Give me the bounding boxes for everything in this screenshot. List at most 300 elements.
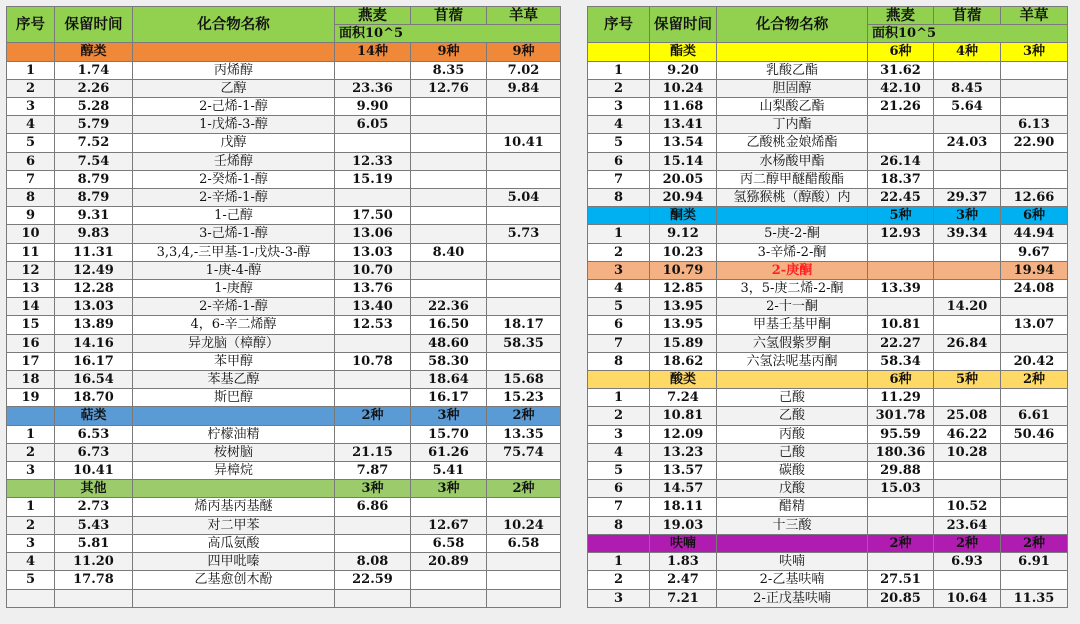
row-compound-name: 水杨酸甲酯: [717, 152, 868, 170]
row-retention-time: 12.09: [650, 425, 717, 443]
row-retention-time: 10.81: [650, 407, 717, 425]
table-row: [7, 334, 561, 352]
row-sheepgrass-area: [487, 553, 561, 571]
row-seq: 11: [7, 243, 55, 261]
row-alfalfa-area: [934, 571, 1001, 589]
row-seq: 16: [7, 334, 55, 352]
row-alfalfa-area: 16.50: [411, 316, 487, 334]
row-retention-time: 11.20: [55, 553, 133, 571]
category-count-oat: 2种: [868, 534, 934, 552]
row-alfalfa-area: 46.22: [934, 425, 1001, 443]
row-oat-area: 26.14: [868, 152, 934, 170]
row-seq: 8: [588, 189, 650, 207]
header-row: [588, 7, 1068, 25]
row-oat-area: [335, 61, 411, 79]
table-row: [588, 243, 1068, 261]
row-sheepgrass-area: [1001, 98, 1068, 116]
header-oat: 燕麦: [868, 7, 934, 25]
table-row: [588, 298, 1068, 316]
row-compound-name: 柠檬油精: [133, 425, 335, 443]
table-row: [7, 134, 561, 152]
row-alfalfa-area: [411, 571, 487, 589]
row-sheepgrass-area: 22.90: [1001, 134, 1068, 152]
row-alfalfa-area: [934, 480, 1001, 498]
row-sheepgrass-area: [487, 207, 561, 225]
row-retention-time: 12.28: [55, 280, 133, 298]
row-retention-time: 15.89: [650, 334, 717, 352]
row-compound-name: 戊酸: [717, 480, 868, 498]
category-count-alfalfa: 3种: [411, 480, 487, 498]
row-seq: 4: [7, 553, 55, 571]
row-alfalfa-area: [934, 280, 1001, 298]
category-blank: [133, 407, 335, 425]
row-retention-time: 9.12: [650, 225, 717, 243]
row-seq: 3: [588, 425, 650, 443]
row-oat-area: 12.53: [335, 316, 411, 334]
blank-cell: [133, 589, 335, 607]
category-label: 呋喃: [650, 534, 717, 552]
row-retention-time: 19.03: [650, 516, 717, 534]
category-count-sheepgrass: 3种: [1001, 43, 1068, 61]
row-alfalfa-area: 29.37: [934, 189, 1001, 207]
row-retention-time: 8.79: [55, 170, 133, 188]
row-sheepgrass-area: 24.08: [1001, 280, 1068, 298]
row-seq: 1: [7, 498, 55, 516]
row-retention-time: 13.95: [650, 298, 717, 316]
row-oat-area: 15.19: [335, 170, 411, 188]
row-oat-area: 18.37: [868, 170, 934, 188]
row-alfalfa-area: 5.64: [934, 98, 1001, 116]
category-blank: [588, 207, 650, 225]
table-row: [7, 498, 561, 516]
row-oat-area: [335, 425, 411, 443]
row-alfalfa-area: 58.30: [411, 352, 487, 370]
row-oat-area: 13.76: [335, 280, 411, 298]
row-compound-name: 壬烯醇: [133, 152, 335, 170]
row-compound-name: 苯基乙醇: [133, 371, 335, 389]
category-blank: [717, 207, 868, 225]
row-compound-name: 甲基壬基甲酮: [717, 316, 868, 334]
row-alfalfa-area: 16.17: [411, 389, 487, 407]
row-retention-time: 7.21: [650, 589, 717, 607]
row-sheepgrass-area: 5.04: [487, 189, 561, 207]
row-retention-time: 5.79: [55, 116, 133, 134]
row-compound-name: 桉树脑: [133, 443, 335, 461]
row-sheepgrass-area: [1001, 516, 1068, 534]
row-oat-area: [868, 298, 934, 316]
header-sheepgrass: 羊草: [487, 7, 561, 25]
row-alfalfa-area: [934, 116, 1001, 134]
row-alfalfa-area: 39.34: [934, 225, 1001, 243]
row-retention-time: 5.43: [55, 516, 133, 534]
row-seq: 5: [7, 134, 55, 152]
row-sheepgrass-area: [1001, 443, 1068, 461]
category-label: 其他: [55, 480, 133, 498]
row-retention-time: 18.11: [650, 498, 717, 516]
category-blank: [717, 534, 868, 552]
row-sheepgrass-area: [1001, 498, 1068, 516]
row-sheepgrass-area: 15.23: [487, 389, 561, 407]
header-retention-time: 保留时间: [55, 7, 133, 43]
row-oat-area: 42.10: [868, 79, 934, 97]
row-retention-time: 20.05: [650, 170, 717, 188]
row-seq: 4: [588, 280, 650, 298]
row-compound-name: 异樟烷: [133, 462, 335, 480]
table-row: [7, 298, 561, 316]
row-seq: 6: [588, 480, 650, 498]
row-compound-name: 2-庚酮: [717, 261, 868, 279]
row-alfalfa-area: 8.35: [411, 61, 487, 79]
row-oat-area: 22.45: [868, 189, 934, 207]
row-retention-time: 14.57: [650, 480, 717, 498]
row-oat-area: 10.70: [335, 261, 411, 279]
right-table: [587, 6, 1068, 608]
row-oat-area: [868, 498, 934, 516]
row-compound-name: 乙酸: [717, 407, 868, 425]
blank-cell: [7, 589, 55, 607]
row-retention-time: 2.26: [55, 79, 133, 97]
blank-cell: [55, 589, 133, 607]
category-count-oat: 6种: [868, 371, 934, 389]
row-compound-name: 4，6-辛二烯醇: [133, 316, 335, 334]
row-compound-name: 胆固醇: [717, 79, 868, 97]
row-compound-name: 2-十一酮: [717, 298, 868, 316]
row-retention-time: 16.54: [55, 371, 133, 389]
table-row: [7, 170, 561, 188]
row-compound-name: 乙醇: [133, 79, 335, 97]
row-alfalfa-area: 12.67: [411, 516, 487, 534]
row-retention-time: 7.24: [650, 389, 717, 407]
row-sheepgrass-area: [1001, 152, 1068, 170]
category-count-alfalfa: 3种: [934, 207, 1001, 225]
row-compound-name: 1-庚-4-醇: [133, 261, 335, 279]
row-compound-name: 丙二醇甲醚醋酸酯: [717, 170, 868, 188]
row-retention-time: 11.68: [650, 98, 717, 116]
row-compound-name: 六氢法呢基丙酮: [717, 352, 868, 370]
row-seq: 5: [588, 462, 650, 480]
table-row: [7, 280, 561, 298]
row-sheepgrass-area: [1001, 571, 1068, 589]
row-retention-time: 13.89: [55, 316, 133, 334]
row-retention-time: 7.54: [55, 152, 133, 170]
row-sheepgrass-area: [487, 170, 561, 188]
row-retention-time: 10.79: [650, 261, 717, 279]
table-row: [588, 480, 1068, 498]
table-row: [7, 116, 561, 134]
table-row: [588, 98, 1068, 116]
row-oat-area: [335, 534, 411, 552]
row-seq: 3: [7, 98, 55, 116]
row-retention-time: 13.54: [650, 134, 717, 152]
category-count-sheepgrass: 9种: [487, 43, 561, 61]
row-alfalfa-area: [934, 462, 1001, 480]
row-alfalfa-area: 10.64: [934, 589, 1001, 607]
category-blank: [717, 43, 868, 61]
row-retention-time: 5.28: [55, 98, 133, 116]
table-row: [588, 498, 1068, 516]
row-sheepgrass-area: [487, 352, 561, 370]
row-seq: 7: [588, 170, 650, 188]
row-retention-time: 6.73: [55, 443, 133, 461]
table-row: [7, 225, 561, 243]
row-compound-name: 丙酸: [717, 425, 868, 443]
table-row: [588, 79, 1068, 97]
header-sheepgrass: 羊草: [1001, 7, 1068, 25]
row-retention-time: 11.31: [55, 243, 133, 261]
row-alfalfa-area: 18.64: [411, 371, 487, 389]
table-row: [588, 352, 1068, 370]
row-retention-time: 12.85: [650, 280, 717, 298]
header-compound-name: 化合物名称: [717, 7, 868, 43]
row-sheepgrass-area: [487, 571, 561, 589]
row-alfalfa-area: 24.03: [934, 134, 1001, 152]
row-oat-area: 23.36: [335, 79, 411, 97]
row-retention-time: 9.31: [55, 207, 133, 225]
row-retention-time: 12.49: [55, 261, 133, 279]
category-blank: [588, 371, 650, 389]
row-oat-area: [868, 553, 934, 571]
blank-cell: [335, 589, 411, 607]
row-retention-time: 9.20: [650, 61, 717, 79]
row-alfalfa-area: [411, 280, 487, 298]
row-compound-name: 烯丙基丙基醚: [133, 498, 335, 516]
row-retention-time: 10.24: [650, 79, 717, 97]
row-oat-area: 9.90: [335, 98, 411, 116]
row-oat-area: [335, 334, 411, 352]
row-retention-time: 18.62: [650, 352, 717, 370]
row-retention-time: 1.83: [650, 553, 717, 571]
row-alfalfa-area: 10.28: [934, 443, 1001, 461]
row-compound-name: 苯甲醇: [133, 352, 335, 370]
row-compound-name: 5-庚-2-酮: [717, 225, 868, 243]
row-retention-time: 9.83: [55, 225, 133, 243]
table-row: [588, 334, 1068, 352]
header-seq: 序号: [7, 7, 55, 43]
row-compound-name: 3，5-庚二烯-2-酮: [717, 280, 868, 298]
row-alfalfa-area: [934, 170, 1001, 188]
table-row: [7, 389, 561, 407]
row-compound-name: 六氢假紫罗酮: [717, 334, 868, 352]
table-row: [7, 243, 561, 261]
category-blank: [133, 43, 335, 61]
row-retention-time: 5.81: [55, 534, 133, 552]
category-count-sheepgrass: 2种: [1001, 534, 1068, 552]
row-oat-area: 11.29: [868, 389, 934, 407]
table-row: [7, 61, 561, 79]
row-compound-name: 高瓜氨酸: [133, 534, 335, 552]
row-compound-name: 十三酸: [717, 516, 868, 534]
row-seq: 2: [588, 79, 650, 97]
row-seq: 7: [588, 334, 650, 352]
category-blank: [133, 480, 335, 498]
category-count-oat: 6种: [868, 43, 934, 61]
row-oat-area: [335, 516, 411, 534]
category-count-sheepgrass: 2种: [1001, 371, 1068, 389]
row-alfalfa-area: 20.89: [411, 553, 487, 571]
row-oat-area: [868, 243, 934, 261]
category-label: 萜类: [55, 407, 133, 425]
row-sheepgrass-area: [1001, 170, 1068, 188]
row-compound-name: 3-己烯-1-醇: [133, 225, 335, 243]
blank-row: [7, 589, 561, 607]
row-sheepgrass-area: [1001, 61, 1068, 79]
category-count-sheepgrass: 2种: [487, 480, 561, 498]
row-seq: 5: [588, 298, 650, 316]
category-blank: [717, 371, 868, 389]
category-count-oat: 14种: [335, 43, 411, 61]
table-row: [588, 189, 1068, 207]
row-alfalfa-area: 25.08: [934, 407, 1001, 425]
table-row: [588, 280, 1068, 298]
row-alfalfa-area: 26.84: [934, 334, 1001, 352]
row-compound-name: 对二甲苯: [133, 516, 335, 534]
row-sheepgrass-area: 15.68: [487, 371, 561, 389]
table-row: [7, 443, 561, 461]
table-row: [588, 571, 1068, 589]
row-sheepgrass-area: [1001, 79, 1068, 97]
category-blank: [7, 407, 55, 425]
row-oat-area: 10.81: [868, 316, 934, 334]
row-oat-area: 301.78: [868, 407, 934, 425]
row-oat-area: [335, 371, 411, 389]
table-row: [7, 571, 561, 589]
row-sheepgrass-area: 10.41: [487, 134, 561, 152]
row-seq: 3: [7, 534, 55, 552]
table-row: [588, 152, 1068, 170]
row-alfalfa-area: 48.60: [411, 334, 487, 352]
row-retention-time: 7.52: [55, 134, 133, 152]
table-row: [7, 352, 561, 370]
table-row: [588, 443, 1068, 461]
row-retention-time: 15.14: [650, 152, 717, 170]
row-retention-time: 14.16: [55, 334, 133, 352]
category-count-alfalfa: 5种: [934, 371, 1001, 389]
row-retention-time: 13.41: [650, 116, 717, 134]
table-row: [588, 116, 1068, 134]
row-retention-time: 18.70: [55, 389, 133, 407]
table-row: [588, 225, 1068, 243]
row-seq: 17: [7, 352, 55, 370]
table-row: [7, 462, 561, 480]
category-count-alfalfa: 9种: [411, 43, 487, 61]
category-blank: [588, 534, 650, 552]
row-sheepgrass-area: [487, 298, 561, 316]
table-row: [588, 389, 1068, 407]
row-compound-name: 2-己烯-1-醇: [133, 98, 335, 116]
row-seq: 4: [588, 116, 650, 134]
row-compound-name: 山梨酸乙酯: [717, 98, 868, 116]
row-oat-area: [868, 116, 934, 134]
row-seq: 13: [7, 280, 55, 298]
row-retention-time: 2.73: [55, 498, 133, 516]
row-alfalfa-area: 14.20: [934, 298, 1001, 316]
category-label: 醇类: [55, 43, 133, 61]
row-sheepgrass-area: 9.67: [1001, 243, 1068, 261]
row-seq: 2: [588, 243, 650, 261]
row-seq: 6: [588, 152, 650, 170]
row-alfalfa-area: 15.70: [411, 425, 487, 443]
row-sheepgrass-area: 18.17: [487, 316, 561, 334]
row-seq: 7: [588, 498, 650, 516]
row-retention-time: 1.74: [55, 61, 133, 79]
row-oat-area: 95.59: [868, 425, 934, 443]
row-seq: 7: [7, 170, 55, 188]
row-compound-name: 2-辛烯-1-醇: [133, 298, 335, 316]
row-alfalfa-area: [411, 152, 487, 170]
row-sheepgrass-area: 13.35: [487, 425, 561, 443]
row-retention-time: 13.23: [650, 443, 717, 461]
row-sheepgrass-area: [487, 98, 561, 116]
table-row: [7, 425, 561, 443]
row-alfalfa-area: [411, 261, 487, 279]
row-seq: 1: [588, 61, 650, 79]
row-sheepgrass-area: 75.74: [487, 443, 561, 461]
category-label: 酯类: [650, 43, 717, 61]
row-sheepgrass-area: [1001, 389, 1068, 407]
row-alfalfa-area: 8.40: [411, 243, 487, 261]
row-alfalfa-area: 10.52: [934, 498, 1001, 516]
row-compound-name: 2-癸烯-1-醇: [133, 170, 335, 188]
row-seq: 12: [7, 261, 55, 279]
table-row: [588, 425, 1068, 443]
row-alfalfa-area: [934, 261, 1001, 279]
row-seq: 19: [7, 389, 55, 407]
row-alfalfa-area: [934, 243, 1001, 261]
row-oat-area: 13.39: [868, 280, 934, 298]
row-oat-area: 17.50: [335, 207, 411, 225]
row-compound-name: 1-庚醇: [133, 280, 335, 298]
row-oat-area: [335, 134, 411, 152]
category-blank: [7, 480, 55, 498]
row-retention-time: 13.57: [650, 462, 717, 480]
row-compound-name: 乙酸桃金娘烯酯: [717, 134, 868, 152]
row-sheepgrass-area: [487, 261, 561, 279]
row-retention-time: 17.78: [55, 571, 133, 589]
row-sheepgrass-area: [487, 243, 561, 261]
category-label: 酸类: [650, 371, 717, 389]
row-oat-area: 22.59: [335, 571, 411, 589]
row-sheepgrass-area: 19.94: [1001, 261, 1068, 279]
category-row-ketones: [588, 207, 1068, 225]
row-retention-time: 16.17: [55, 352, 133, 370]
table-row: [7, 207, 561, 225]
row-compound-name: 戊醇: [133, 134, 335, 152]
row-seq: 1: [588, 553, 650, 571]
table-row: [588, 61, 1068, 79]
row-alfalfa-area: [411, 134, 487, 152]
category-count-oat: 3种: [335, 480, 411, 498]
row-sheepgrass-area: [1001, 298, 1068, 316]
row-sheepgrass-area: 11.35: [1001, 589, 1068, 607]
row-sheepgrass-area: 13.07: [1001, 316, 1068, 334]
table-row: [7, 371, 561, 389]
row-oat-area: 22.27: [868, 334, 934, 352]
category-row-alcohols: [7, 43, 561, 61]
row-retention-time: 13.03: [55, 298, 133, 316]
category-row-furans: [588, 534, 1068, 552]
row-alfalfa-area: 61.26: [411, 443, 487, 461]
category-count-sheepgrass: 2种: [487, 407, 561, 425]
row-seq: 2: [7, 79, 55, 97]
header-retention-time: 保留时间: [650, 7, 717, 43]
row-alfalfa-area: 23.64: [934, 516, 1001, 534]
row-oat-area: 21.26: [868, 98, 934, 116]
row-seq: 8: [588, 516, 650, 534]
row-seq: 8: [588, 352, 650, 370]
row-alfalfa-area: [934, 61, 1001, 79]
row-alfalfa-area: 6.93: [934, 553, 1001, 571]
row-compound-name: 1-己醇: [133, 207, 335, 225]
